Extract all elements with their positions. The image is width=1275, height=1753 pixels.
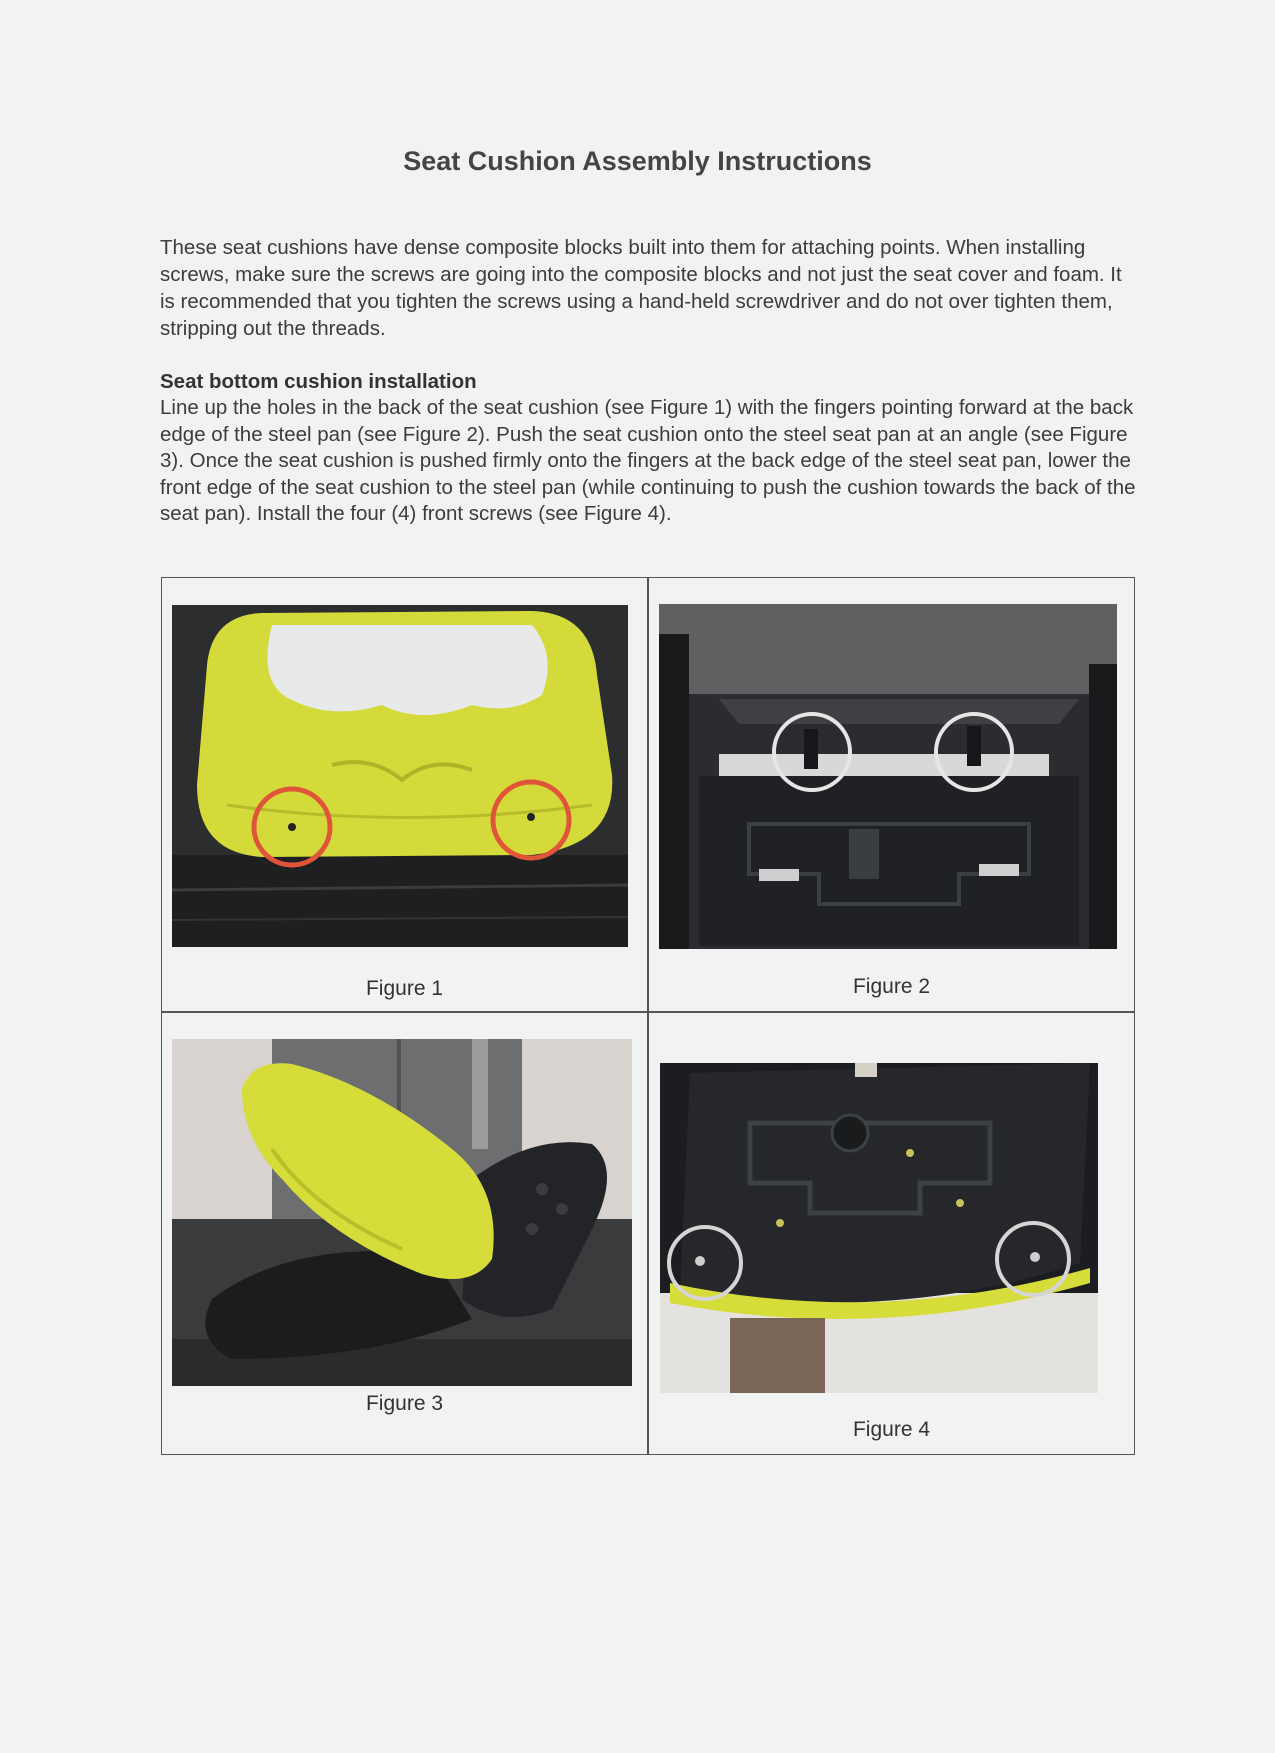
- figure-4-caption: Figure 4: [852, 1418, 931, 1441]
- figure-4-image: [660, 1063, 1098, 1393]
- page-title: Seat Cushion Assembly Instructions: [403, 146, 872, 176]
- section-heading: Seat bottom cushion installation: [160, 370, 477, 393]
- intro-paragraph: These seat cushions have dense composite blocks built into them for attaching points. When installing screws, make sure the screws are going into the composite blocks and not just the seat cover and foam. It is recommended that you tighten the screws using a hand-held screwdriver and do not over tighten them, stripping out the threads.: [160, 236, 1122, 340]
- grid-divider-horizontal: [162, 1011, 1134, 1013]
- installation-section: [160, 368, 1140, 528]
- figure-1-image: [172, 605, 628, 947]
- figure-3-caption: Figure 3: [365, 1392, 444, 1415]
- figure-2-image: [659, 604, 1117, 949]
- figure-2-caption: Figure 2: [852, 975, 931, 998]
- grid-divider-vertical: [647, 578, 649, 1454]
- figure-3-image: [172, 1039, 632, 1386]
- section-body: Line up the holes in the back of the seat cushion (see Figure 1) with the fingers pointing forward at the back edge of the steel pan (see Figure 2). Push the seat cushion onto the steel seat pan at an angle (see Figure 3). Once the seat cushion is pushed firmly onto the fingers at the back edge of the steel seat pan, lower the front edge of the seat cushion to the steel pan (while continuing to push the cushion towards the back of the seat pan). Install the four (4) front screws (see Figure 4).: [160, 396, 1136, 525]
- figure-1-caption: Figure 1: [365, 977, 444, 1000]
- figure-grid: [161, 577, 1135, 1455]
